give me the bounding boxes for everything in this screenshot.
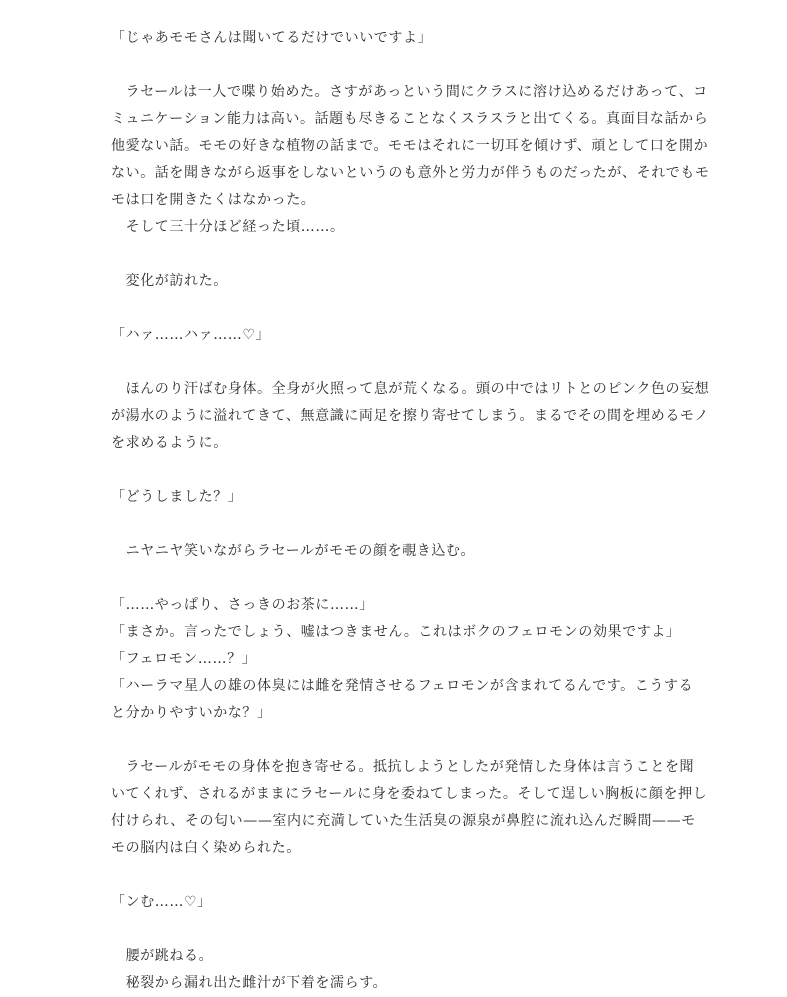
blank-line — [111, 862, 681, 889]
text-line: 「どうしました？」 — [111, 489, 243, 505]
text-line: 秘裂から漏れ出た雌汁が下着を濡らす。 — [111, 975, 388, 991]
text-line: モは口を開きたくはなかった。 — [111, 192, 316, 208]
text-line: 他愛ない話。モモの好きな植物の話まで。モモはそれに一切耳を傾けず、頑として口を開か — [111, 138, 709, 154]
blank-line — [111, 349, 681, 376]
text-line: 「ンむ……♡」 — [111, 894, 212, 910]
text-line: が湯水のように溢れてきて、無意識に両足を擦り寄せてしまう。まるでその間を埋めるモノ — [111, 408, 710, 424]
text-line: ニヤニヤ笑いながらラセールがモモの顔を覗き込む。 — [111, 543, 476, 559]
text-line: と分かりやすいかな？」 — [111, 705, 272, 721]
blank-line — [111, 295, 681, 322]
text-line: 腰が跳ねる。 — [111, 948, 214, 964]
blank-line — [111, 511, 681, 538]
blank-line — [111, 916, 681, 943]
blank-line — [111, 52, 681, 79]
blank-line — [111, 241, 681, 268]
text-line: そして三十分ほど経った頃……。 — [111, 219, 345, 235]
text-line: 「ハーラマ星人の雄の体臭には雌を発情させるフェロモンが含まれてるんです。こうする — [111, 678, 694, 694]
text-line: モの脳内は白く染められた。 — [111, 840, 301, 856]
text-line: 変化が訪れた。 — [111, 273, 228, 289]
text-line: ほんのり汗ばむ身体。全身が火照って息が荒くなる。頭の中ではリトとのピンク色の妄想 — [111, 381, 710, 397]
text-line: 「……やっぱり、さっきのお茶に……」 — [111, 597, 374, 613]
text-line: 「フェロモン……？」 — [111, 651, 257, 667]
story-text — [111, 25, 710, 997]
text-line: 「ハァ……ハァ……♡」 — [111, 327, 271, 343]
text-line: 「まさか。言ったでしょう、嘘はつきません。これはボクのフェロモンの効果ですよ」 — [111, 624, 681, 640]
text-line: 付けられ、その匂い——室内に充満していた生活臭の源泉が鼻腔に流れ込んだ瞬間——モ — [111, 813, 696, 829]
text-line: いてくれず、されるがままにラセールに身を委ねてしまった。そして逞しい胸板に顔を押し — [111, 786, 708, 802]
text-line: 「じゃあモモさんは聞いてるだけでいいですよ」 — [111, 30, 433, 46]
text-line: ない。話を聞きながら返事をしないというのも意外と労力が伴うものだったが、それでもモ — [111, 165, 710, 181]
blank-line — [111, 565, 681, 592]
blank-line — [111, 457, 681, 484]
text-line: ラセールは一人で喋り始めた。さすがあっという間にクラスに溶け込めるだけあって、コ — [111, 84, 708, 100]
text-line: ラセールがモモの身体を抱き寄せる。抵抗しようとしたが発情した身体は言うことを聞 — [111, 759, 695, 775]
text-line: ミュニケーション能力は高い。話題も尽きることなくスラスラと出てくる。真面目な話から — [111, 111, 709, 127]
blank-line — [111, 727, 681, 754]
text-line: を求めるように。 — [111, 435, 228, 451]
